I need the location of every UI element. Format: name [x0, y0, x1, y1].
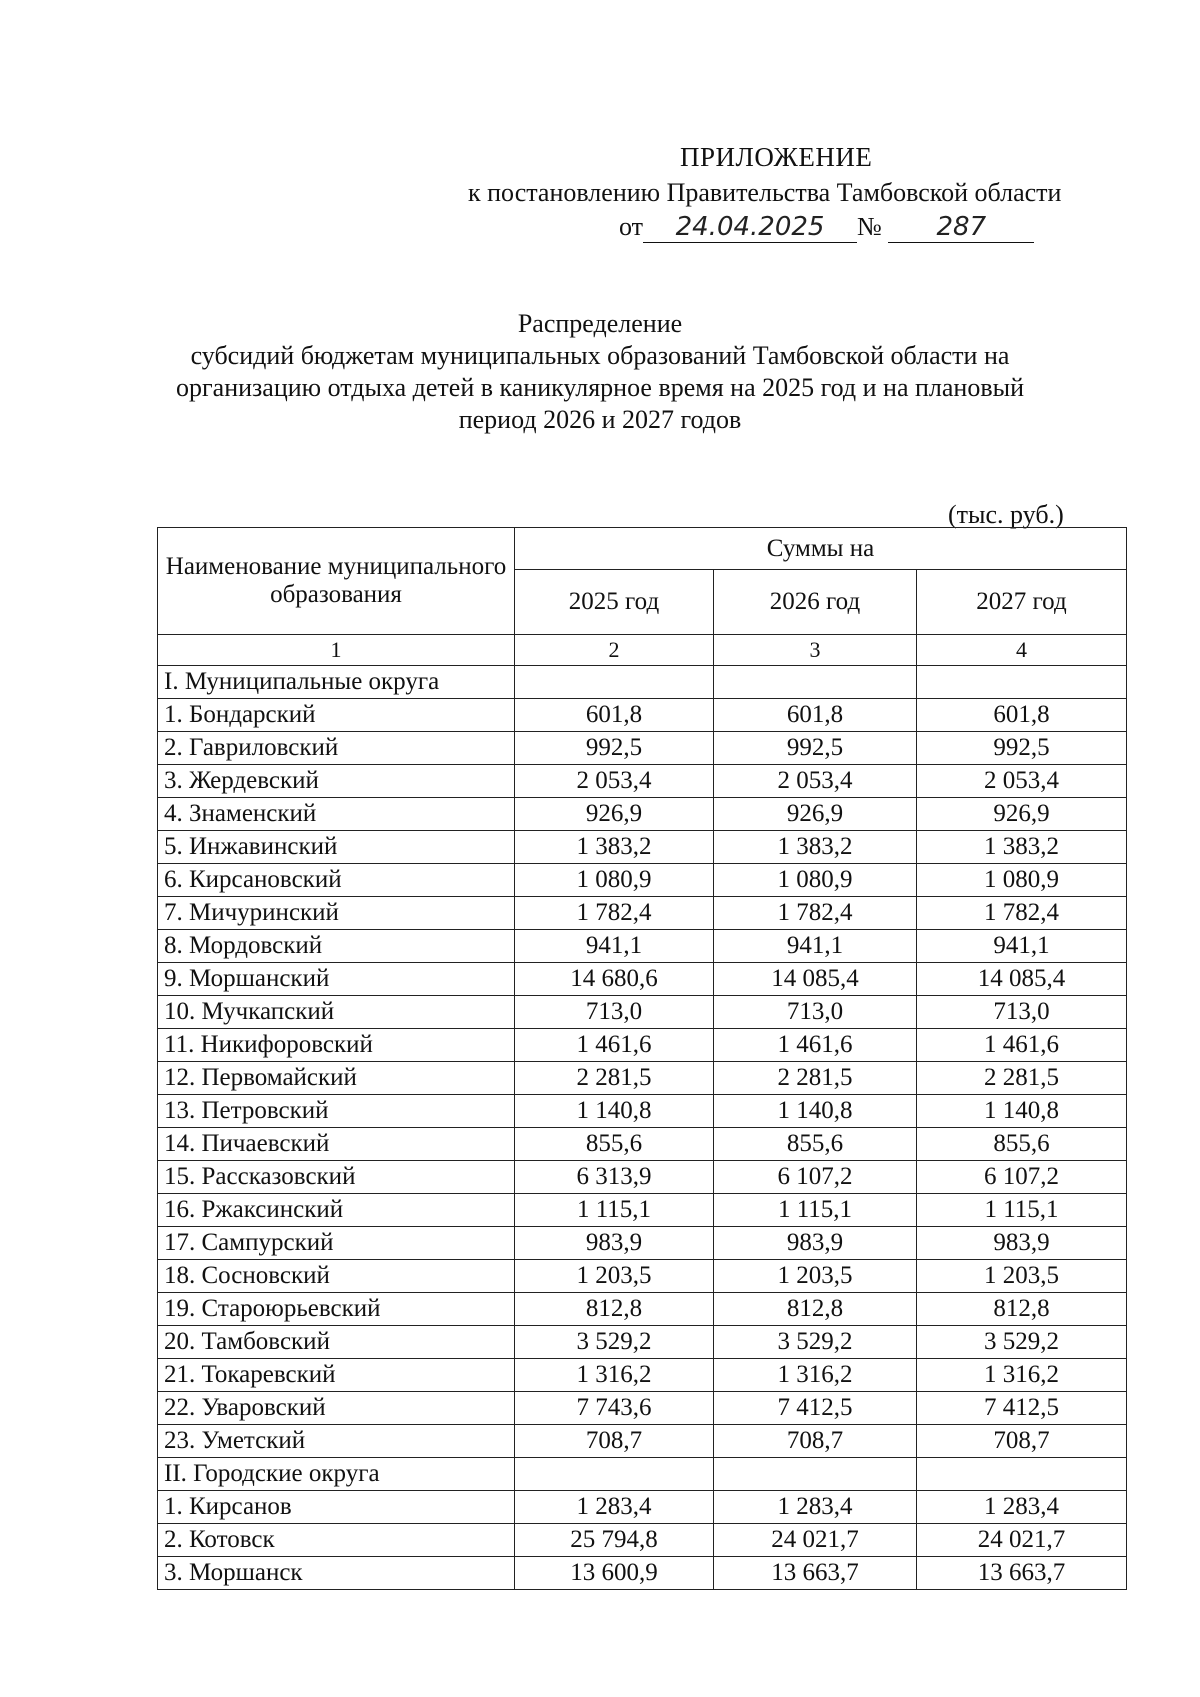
amount-cell-2027: 6 107,2 — [917, 1161, 1127, 1194]
amount-cell-2027 — [917, 1458, 1127, 1491]
table-row — [158, 1524, 1127, 1557]
amount-cell-2025: 1 140,8 — [515, 1095, 714, 1128]
table-row — [158, 1095, 1127, 1128]
document-heading — [0, 308, 1200, 436]
number-label: № — [857, 212, 882, 241]
amount-cell-2025: 926,9 — [515, 798, 714, 831]
header-row — [158, 528, 1127, 570]
table-row — [158, 1260, 1127, 1293]
amount-cell-2027: 3 529,2 — [917, 1326, 1127, 1359]
column-number: 1 — [158, 635, 515, 666]
amount-cell-2027: 1 115,1 — [917, 1194, 1127, 1227]
municipality-name: II. Городские округа — [158, 1458, 515, 1491]
amount-cell-2026: 24 021,7 — [714, 1524, 917, 1557]
handwritten-date: 24.04.2025 — [643, 212, 857, 243]
municipality-name: 8. Мордовский — [158, 930, 515, 963]
table-row — [158, 666, 1127, 699]
table-row — [158, 996, 1127, 1029]
table-row — [158, 1128, 1127, 1161]
table-row — [158, 765, 1127, 798]
table-row — [158, 1194, 1127, 1227]
header-sums: Суммы на — [515, 528, 1127, 570]
table-row — [158, 798, 1127, 831]
municipality-name: 21. Токаревский — [158, 1359, 515, 1392]
column-number-row — [158, 635, 1127, 666]
amount-cell-2025: 6 313,9 — [515, 1161, 714, 1194]
table-row — [158, 930, 1127, 963]
municipality-name: 13. Петровский — [158, 1095, 515, 1128]
amount-cell-2027: 1 080,9 — [917, 864, 1127, 897]
amount-cell-2027: 1 782,4 — [917, 897, 1127, 930]
appendix-title: ПРИЛОЖЕНИЕ — [680, 142, 873, 172]
municipality-name: 1. Кирсанов — [158, 1491, 515, 1524]
header-year-2025: 2025 год — [515, 570, 714, 635]
amount-cell-2027: 992,5 — [917, 732, 1127, 765]
handwritten-number: 287 — [888, 212, 1034, 243]
table-row — [158, 1293, 1127, 1326]
municipality-name: 22. Уваровский — [158, 1392, 515, 1425]
amount-cell-2027: 601,8 — [917, 699, 1127, 732]
amount-cell-2026: 1 140,8 — [714, 1095, 917, 1128]
municipality-name: 14. Пичаевский — [158, 1128, 515, 1161]
amount-cell-2026 — [714, 1458, 917, 1491]
amount-cell-2027: 1 383,2 — [917, 831, 1127, 864]
municipality-name: 9. Моршанский — [158, 963, 515, 996]
amount-cell-2025: 1 283,4 — [515, 1491, 714, 1524]
municipality-name: 4. Знаменский — [158, 798, 515, 831]
amount-cell-2027: 1 140,8 — [917, 1095, 1127, 1128]
municipality-name: I. Муниципальные округа — [158, 666, 515, 699]
header-year-2027: 2027 год — [917, 570, 1127, 635]
heading-line: период 2026 и 2027 годов — [458, 405, 742, 434]
amount-cell-2026 — [714, 666, 917, 699]
amount-cell-2025: 14 680,6 — [515, 963, 714, 996]
amount-cell-2027: 13 663,7 — [917, 1557, 1127, 1590]
amount-cell-2027: 1 316,2 — [917, 1359, 1127, 1392]
municipality-name: 17. Сампурский — [158, 1227, 515, 1260]
header-name: Наименование муниципального образования — [158, 528, 515, 635]
amount-cell-2027: 7 412,5 — [917, 1392, 1127, 1425]
amount-cell-2025: 1 115,1 — [515, 1194, 714, 1227]
amount-cell-2027 — [917, 666, 1127, 699]
amount-cell-2025: 1 203,5 — [515, 1260, 714, 1293]
column-number: 3 — [714, 635, 917, 666]
table-row — [158, 963, 1127, 996]
municipality-name: 23. Уметский — [158, 1425, 515, 1458]
table-row — [158, 1491, 1127, 1524]
amount-cell-2026: 708,7 — [714, 1425, 917, 1458]
table-row — [158, 1029, 1127, 1062]
amount-cell-2027: 812,8 — [917, 1293, 1127, 1326]
amount-cell-2026: 1 316,2 — [714, 1359, 917, 1392]
heading-line: субсидий бюджетам муниципальных образований Тамбовской области на — [190, 341, 1010, 370]
amount-cell-2025: 1 383,2 — [515, 831, 714, 864]
unit-label: (тыс. руб.) — [948, 500, 1064, 529]
amount-cell-2026: 1 461,6 — [714, 1029, 917, 1062]
municipality-name: 18. Сосновский — [158, 1260, 515, 1293]
municipality-name: 15. Рассказовский — [158, 1161, 515, 1194]
amount-cell-2025: 708,7 — [515, 1425, 714, 1458]
table-row — [158, 1557, 1127, 1590]
amount-cell-2026: 713,0 — [714, 996, 917, 1029]
amount-cell-2027: 2 053,4 — [917, 765, 1127, 798]
table-row — [158, 1359, 1127, 1392]
amount-cell-2027: 2 281,5 — [917, 1062, 1127, 1095]
table-row — [158, 699, 1127, 732]
amount-cell-2026: 7 412,5 — [714, 1392, 917, 1425]
amount-cell-2025: 1 461,6 — [515, 1029, 714, 1062]
table-row — [158, 831, 1127, 864]
municipality-name: 5. Инжавинский — [158, 831, 515, 864]
amount-cell-2027: 855,6 — [917, 1128, 1127, 1161]
municipality-name: 10. Мучкапский — [158, 996, 515, 1029]
amount-cell-2027: 1 203,5 — [917, 1260, 1127, 1293]
amount-cell-2027: 24 021,7 — [917, 1524, 1127, 1557]
amount-cell-2025: 1 316,2 — [515, 1359, 714, 1392]
amount-cell-2025 — [515, 666, 714, 699]
municipality-name: 6. Кирсановский — [158, 864, 515, 897]
municipality-name: 11. Никифоровский — [158, 1029, 515, 1062]
municipality-name: 20. Тамбовский — [158, 1326, 515, 1359]
table-row — [158, 1062, 1127, 1095]
amount-cell-2025: 713,0 — [515, 996, 714, 1029]
heading-line: организацию отдыха детей в каникулярное время на 2025 год и на плановый — [175, 373, 1024, 402]
amount-cell-2025: 2 281,5 — [515, 1062, 714, 1095]
table-row — [158, 1392, 1127, 1425]
amount-cell-2026: 1 283,4 — [714, 1491, 917, 1524]
from-label: от — [619, 212, 644, 241]
amount-cell-2027: 1 283,4 — [917, 1491, 1127, 1524]
table-row — [158, 1161, 1127, 1194]
amount-cell-2025: 2 053,4 — [515, 765, 714, 798]
municipality-name: 3. Жердевский — [158, 765, 515, 798]
municipality-name: 12. Первомайский — [158, 1062, 515, 1095]
amount-cell-2026: 983,9 — [714, 1227, 917, 1260]
amount-cell-2026: 6 107,2 — [714, 1161, 917, 1194]
table-row — [158, 1326, 1127, 1359]
header-year-2026: 2026 год — [714, 570, 917, 635]
amount-cell-2025: 1 080,9 — [515, 864, 714, 897]
municipality-name: 2. Гавриловский — [158, 732, 515, 765]
amount-cell-2025: 7 743,6 — [515, 1392, 714, 1425]
column-number: 2 — [515, 635, 714, 666]
amount-cell-2026: 855,6 — [714, 1128, 917, 1161]
amount-cell-2027: 1 461,6 — [917, 1029, 1127, 1062]
amount-cell-2027: 708,7 — [917, 1425, 1127, 1458]
amount-cell-2026: 1 203,5 — [714, 1260, 917, 1293]
table-row — [158, 732, 1127, 765]
amount-cell-2026: 1 115,1 — [714, 1194, 917, 1227]
amount-cell-2025: 812,8 — [515, 1293, 714, 1326]
amount-cell-2026: 14 085,4 — [714, 963, 917, 996]
municipality-name: 16. Ржаксинский — [158, 1194, 515, 1227]
amount-cell-2025: 3 529,2 — [515, 1326, 714, 1359]
amount-cell-2026: 1 782,4 — [714, 897, 917, 930]
amount-cell-2025 — [515, 1458, 714, 1491]
appendix-date-number — [619, 212, 1034, 243]
table-row — [158, 1227, 1127, 1260]
municipality-name: 2. Котовск — [158, 1524, 515, 1557]
amount-cell-2026: 2 053,4 — [714, 765, 917, 798]
amount-cell-2026: 601,8 — [714, 699, 917, 732]
amount-cell-2027: 983,9 — [917, 1227, 1127, 1260]
table-row — [158, 1425, 1127, 1458]
table-row — [158, 864, 1127, 897]
municipality-name: 7. Мичуринский — [158, 897, 515, 930]
amount-cell-2025: 13 600,9 — [515, 1557, 714, 1590]
appendix-reference: к постановлению Правительства Тамбовской области — [468, 178, 1062, 207]
amount-cell-2025: 855,6 — [515, 1128, 714, 1161]
amount-cell-2026: 992,5 — [714, 732, 917, 765]
column-number: 4 — [917, 635, 1127, 666]
amount-cell-2025: 983,9 — [515, 1227, 714, 1260]
heading-line: Распределение — [517, 309, 683, 338]
amount-cell-2025: 941,1 — [515, 930, 714, 963]
municipality-name: 1. Бондарский — [158, 699, 515, 732]
amount-cell-2027: 941,1 — [917, 930, 1127, 963]
amount-cell-2026: 13 663,7 — [714, 1557, 917, 1590]
amount-cell-2026: 2 281,5 — [714, 1062, 917, 1095]
amount-cell-2025: 1 782,4 — [515, 897, 714, 930]
amount-cell-2025: 25 794,8 — [515, 1524, 714, 1557]
table-row — [158, 1458, 1127, 1491]
table-row — [158, 897, 1127, 930]
municipality-name: 3. Моршанск — [158, 1557, 515, 1590]
subsidy-table — [157, 527, 1127, 1590]
amount-cell-2026: 3 529,2 — [714, 1326, 917, 1359]
amount-cell-2027: 926,9 — [917, 798, 1127, 831]
amount-cell-2026: 812,8 — [714, 1293, 917, 1326]
amount-cell-2027: 14 085,4 — [917, 963, 1127, 996]
amount-cell-2025: 601,8 — [515, 699, 714, 732]
amount-cell-2026: 1 383,2 — [714, 831, 917, 864]
amount-cell-2026: 941,1 — [714, 930, 917, 963]
municipality-name: 19. Староюрьевский — [158, 1293, 515, 1326]
amount-cell-2027: 713,0 — [917, 996, 1127, 1029]
amount-cell-2025: 992,5 — [515, 732, 714, 765]
amount-cell-2026: 926,9 — [714, 798, 917, 831]
amount-cell-2026: 1 080,9 — [714, 864, 917, 897]
